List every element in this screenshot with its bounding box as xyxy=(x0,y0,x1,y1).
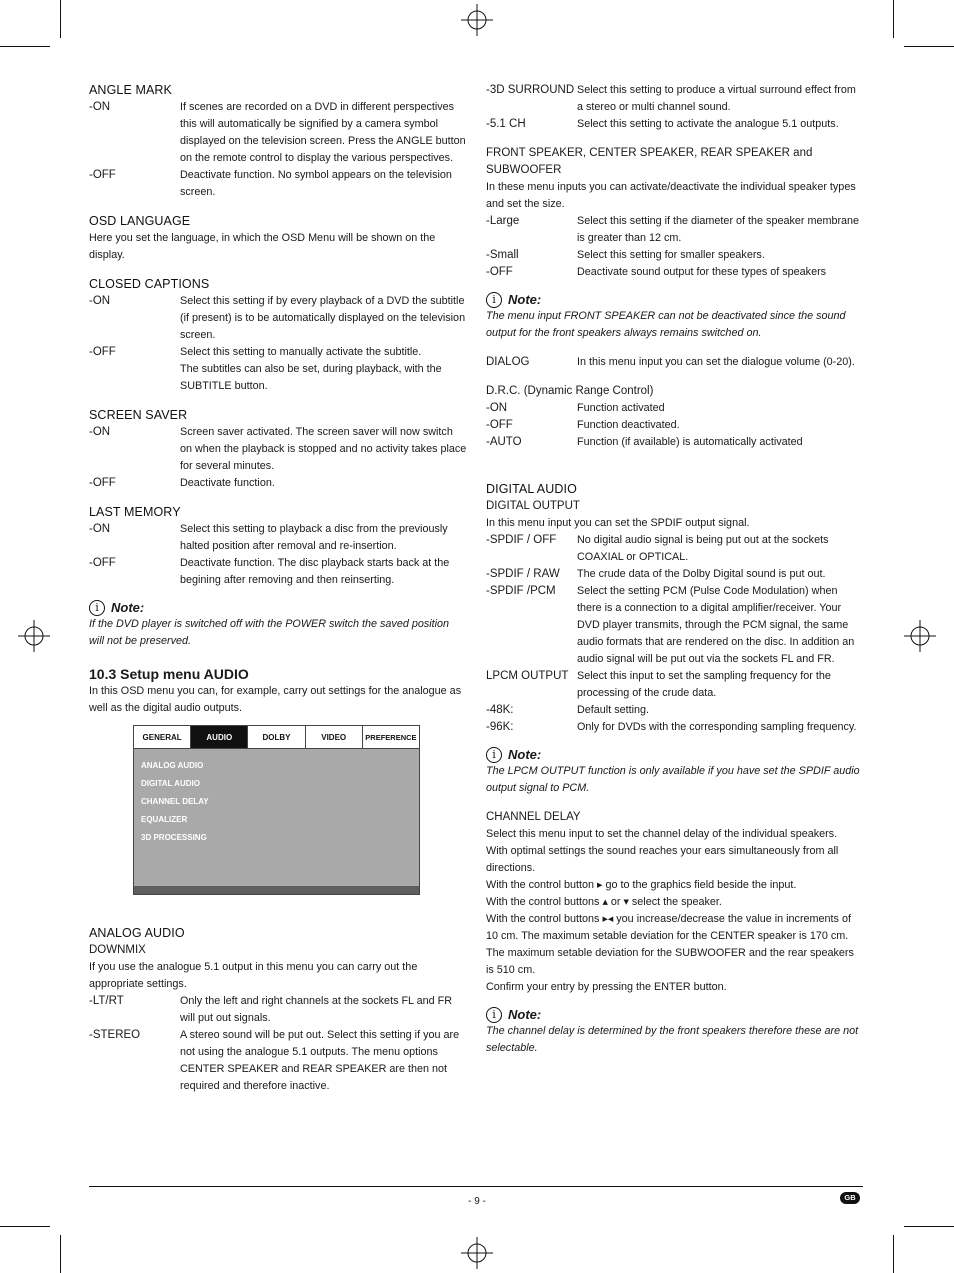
ltrt-row xyxy=(89,993,467,1027)
drc-on-row xyxy=(486,400,864,417)
osd-menu-item: ANALOG AUDIO xyxy=(141,761,204,770)
option-text: Deactivate function. The disc playback starts back at the begining after removing and then reinserting. xyxy=(180,557,450,586)
text-span: With the control button xyxy=(486,879,595,891)
option-key: -OFF xyxy=(486,419,513,431)
osd-menu-item: 3D PROCESSING xyxy=(141,833,207,842)
option-key: -AUTO xyxy=(486,436,522,448)
osd-tab-preference: PREFERENCE xyxy=(363,726,419,748)
crop-mark xyxy=(893,0,894,38)
option-key: -OFF xyxy=(89,477,116,489)
channel-delay-text xyxy=(486,911,864,945)
option-key: -OFF xyxy=(89,346,116,358)
last-memory-off-row xyxy=(89,555,467,589)
footer-rule xyxy=(89,1186,863,1187)
small-row xyxy=(486,247,864,264)
option-key: -SPDIF /PCM xyxy=(486,585,556,597)
option-text: The crude data of the Dolby Digital sound is put out. xyxy=(577,568,826,580)
ch51-row xyxy=(486,116,864,133)
osd-language-heading: OSD LANGUAGE xyxy=(89,214,191,228)
osd-menu-item: DIGITAL AUDIO xyxy=(141,779,200,788)
closed-captions-heading: CLOSED CAPTIONS xyxy=(89,277,210,291)
angle-mark-heading: ANGLE MARK xyxy=(89,83,172,97)
channel-delay-text xyxy=(486,894,864,911)
section-title: 10.3 Setup menu AUDIO xyxy=(89,666,249,682)
text-span: With the control buttons xyxy=(486,913,600,925)
option-key: -SPDIF / RAW xyxy=(486,568,560,580)
option-key: -96K: xyxy=(486,721,514,733)
osd-status-bar xyxy=(134,886,419,894)
channel-delay-text: Select this menu input to set the channel delay of the individual speakers. xyxy=(486,828,838,840)
option-text: No digital audio signal is being put out at the sockets COAXIAL or OPTICAL. xyxy=(577,534,829,563)
page-number: - 9 - xyxy=(468,1196,486,1207)
text-span: select the speaker. xyxy=(631,896,722,908)
option-text: Select this setting if the diameter of the speaker membrane is greater than 12 cm. xyxy=(577,215,860,244)
spdif-pcm-row xyxy=(486,583,864,668)
note-heading xyxy=(486,746,864,763)
last-memory-heading: LAST MEMORY xyxy=(89,505,181,519)
arrow-right-icon: ▸ xyxy=(597,879,603,891)
note-text: The menu input FRONT SPEAKER can not be deactivated since the sound output for the front speakers always remains switched on. xyxy=(486,310,846,339)
option-text: Only the left and right channels at the sockets FL and FR will put out signals. xyxy=(180,995,453,1024)
option-text: If scenes are recorded on a DVD in different perspectives this will automatically be signified by a camera symbol displayed on the television screen. Press the ANGLE button on the remote control to display the various perspectives. xyxy=(180,101,466,164)
option-key: LPCM OUTPUT xyxy=(486,670,569,682)
option-text: Deactivate function. xyxy=(180,477,275,489)
screen-saver-on-row xyxy=(89,424,467,475)
registration-mark-icon xyxy=(461,1237,493,1269)
large-row xyxy=(486,213,864,247)
spdif-off-row xyxy=(486,532,864,566)
option-text: Function activated xyxy=(577,402,665,414)
option-text: Deactivate sound output for these types of speakers xyxy=(577,266,827,278)
option-key: -SPDIF / OFF xyxy=(486,534,557,546)
note-label: Note: xyxy=(508,1007,542,1022)
digital-audio-text: In this menu input you can set the SPDIF output signal. xyxy=(486,517,750,529)
note-label: Note: xyxy=(508,292,542,307)
last-memory-on-row xyxy=(89,521,467,555)
option-text: The subtitles can also be set, during playback, with the SUBTITLE button. xyxy=(180,363,442,392)
surround-row xyxy=(486,82,864,116)
96k-row xyxy=(486,719,864,736)
option-key: -STEREO xyxy=(89,1029,141,1041)
option-key: DIALOG xyxy=(486,356,530,368)
note-text: The channel delay is determined by the front speakers therefore these are not selectable. xyxy=(486,1025,859,1054)
osd-tab-general: GENERAL xyxy=(134,726,191,748)
note-heading xyxy=(486,1006,864,1023)
crop-mark xyxy=(60,0,61,38)
option-text: In this menu input you can set the dialogue volume (0-20). xyxy=(577,356,855,368)
left-column xyxy=(89,82,467,1095)
drc-off-row xyxy=(486,417,864,434)
info-icon: i xyxy=(486,1007,502,1023)
angle-mark-on-row xyxy=(89,99,467,167)
channel-delay-text: With optimal settings the sound reaches your ears simultaneously from all directions. xyxy=(486,845,839,874)
option-text: Select the setting PCM (Pulse Code Modulation) when there is a connection to a digital amplifier/receiver. Your DVD player transmits, through the PCM signal, the same audio formats that are rendered on the disc. In addition an audio signal will be put out via the sockets FL and FR. xyxy=(577,585,855,665)
option-text: Select this setting to manually activate the subtitle. xyxy=(180,346,422,358)
text-span: With the control buttons xyxy=(486,896,600,908)
osd-language-text: Here you set the language, in which the OSD Menu will be shown on the display. xyxy=(89,232,436,261)
option-key: -LT/RT xyxy=(89,995,124,1007)
option-key: -ON xyxy=(89,426,111,438)
stereo-row xyxy=(89,1027,467,1095)
option-text: Screen saver activated. The screen saver will now switch on when the playback is stopped and no activity takes place for several minutes. xyxy=(180,426,467,472)
channel-delay-text: Confirm your entry by pressing the ENTER button. xyxy=(486,981,727,993)
option-text: Function (if available) is automatically activated xyxy=(577,436,803,448)
registration-mark-icon xyxy=(18,620,50,652)
speakers-heading: FRONT SPEAKER, CENTER SPEAKER, REAR SPEAKER and SUBWOOFER xyxy=(486,147,813,176)
analog-audio-text: If you use the analogue 5.1 output in this menu you can carry out the appropriate settings. xyxy=(89,961,418,990)
note-text: The LPCM OUTPUT function is only available if you have set the SPDIF audio output signal to PCM. xyxy=(486,765,860,794)
option-text: Function deactivated. xyxy=(577,419,680,431)
option-text: Default setting. xyxy=(577,704,650,716)
section-intro: In this OSD menu you can, for example, carry out settings for the analogue as well as the digital audio outputs. xyxy=(89,685,462,714)
option-text: Select this setting to produce a virtual surround effect from a stereo or multi channel sound. xyxy=(577,84,856,113)
osd-menu-item: EQUALIZER xyxy=(141,815,188,824)
text-span: you increase/decrease the value in increments of 10 cm. The maximum setable deviation for the CENTER speaker is 170 cm. xyxy=(486,913,851,942)
osd-tab-audio: AUDIO xyxy=(191,726,248,748)
option-key: -OFF xyxy=(89,557,116,569)
screen-saver-heading: SCREEN SAVER xyxy=(89,408,188,422)
analog-audio-heading: ANALOG AUDIO xyxy=(89,926,185,940)
registration-mark-icon xyxy=(904,620,936,652)
osd-menu-screenshot xyxy=(133,725,420,895)
arrow-right-icon: ▸ xyxy=(602,913,608,925)
note-label: Note: xyxy=(508,747,542,762)
downmix-subheading: DOWNMIX xyxy=(89,944,146,956)
option-key: -OFF xyxy=(89,169,116,181)
option-text: Select this setting to activate the analogue 5.1 outputs. xyxy=(577,118,839,130)
info-icon: i xyxy=(486,292,502,308)
channel-delay-heading: CHANNEL DELAY xyxy=(486,811,581,823)
dialog-row xyxy=(486,354,864,371)
option-text: Select this setting if by every playback of a DVD the subtitle (if present) is to be automatically displayed on the television screen. xyxy=(180,295,466,341)
option-text: A stereo sound will be put out. Select this setting if you are not using the analogue 5.1 outputs. The menu options CENTER SPEAKER and REAR SPEAKER are then not required and therefore inactive. xyxy=(180,1029,460,1092)
option-key: -ON xyxy=(486,402,508,414)
spdif-raw-row xyxy=(486,566,864,583)
channel-delay-text xyxy=(486,877,864,894)
crop-mark xyxy=(904,1226,954,1227)
digital-output-subheading: DIGITAL OUTPUT xyxy=(486,500,580,512)
option-key: -ON xyxy=(89,295,111,307)
option-key: -ON xyxy=(89,101,111,113)
digital-audio-heading: DIGITAL AUDIO xyxy=(486,482,577,496)
text-span: go to the graphics field beside the input. xyxy=(605,879,797,891)
osd-tab-dolby: DOLBY xyxy=(248,726,305,748)
angle-mark-off-row xyxy=(89,167,467,201)
screen-saver-off-row xyxy=(89,475,467,492)
option-key: -OFF xyxy=(486,266,513,278)
option-key: -Small xyxy=(486,249,519,261)
arrow-left-icon: ◂ xyxy=(607,913,614,925)
language-badge: GB xyxy=(840,1192,860,1204)
osd-tab-bar xyxy=(134,726,419,748)
closed-captions-off-row xyxy=(89,344,467,395)
option-key: -5.1 CH xyxy=(486,118,526,130)
option-key: -3D SURROUND xyxy=(486,84,575,96)
note-heading xyxy=(89,599,467,616)
speaker-off-row xyxy=(486,264,864,281)
arrow-up-icon: ▴ xyxy=(602,896,608,908)
note-label: Note: xyxy=(111,600,145,615)
arrow-down-icon: ▾ xyxy=(623,896,629,908)
registration-mark-icon xyxy=(461,4,493,36)
note-text: If the DVD player is switched off with the POWER switch the saved position will not be preserved. xyxy=(89,618,450,647)
48k-row xyxy=(486,702,864,719)
osd-menu-item: CHANNEL DELAY xyxy=(141,797,209,806)
osd-menu-list xyxy=(134,748,419,886)
crop-mark xyxy=(60,1235,61,1273)
option-key: -48K: xyxy=(486,704,514,716)
closed-captions-on-row xyxy=(89,293,467,344)
right-column xyxy=(486,82,864,1057)
drc-heading: D.R.C. (Dynamic Range Control) xyxy=(486,385,654,397)
option-text: Deactivate function. No symbol appears on the television screen. xyxy=(180,169,452,198)
crop-mark xyxy=(893,1235,894,1273)
info-icon: i xyxy=(486,747,502,763)
osd-tab-video: VIDEO xyxy=(306,726,363,748)
drc-auto-row xyxy=(486,434,864,451)
crop-mark xyxy=(0,46,50,47)
option-text: Select this setting for smaller speakers. xyxy=(577,249,765,261)
option-text: Only for DVDs with the corresponding sampling frequency. xyxy=(577,721,857,733)
note-heading xyxy=(486,291,864,308)
text-span: or xyxy=(610,896,621,908)
speakers-text: In these menu inputs you can activate/deactivate the individual speaker types and set the size. xyxy=(486,181,856,210)
lpcm-output-row xyxy=(486,668,864,702)
info-icon: i xyxy=(89,600,105,616)
option-key: -Large xyxy=(486,215,520,227)
crop-mark xyxy=(0,1226,50,1227)
crop-mark xyxy=(904,46,954,47)
option-text: Select this setting to playback a disc from the previously halted position after removal and re-insertion. xyxy=(180,523,448,552)
option-text: Select this input to set the sampling frequency for the processing of the crude data. xyxy=(577,670,831,699)
option-key: -ON xyxy=(89,523,111,535)
channel-delay-text: The maximum setable deviation for the SUBWOOFER and the rear speakers is 510 cm. xyxy=(486,947,854,976)
